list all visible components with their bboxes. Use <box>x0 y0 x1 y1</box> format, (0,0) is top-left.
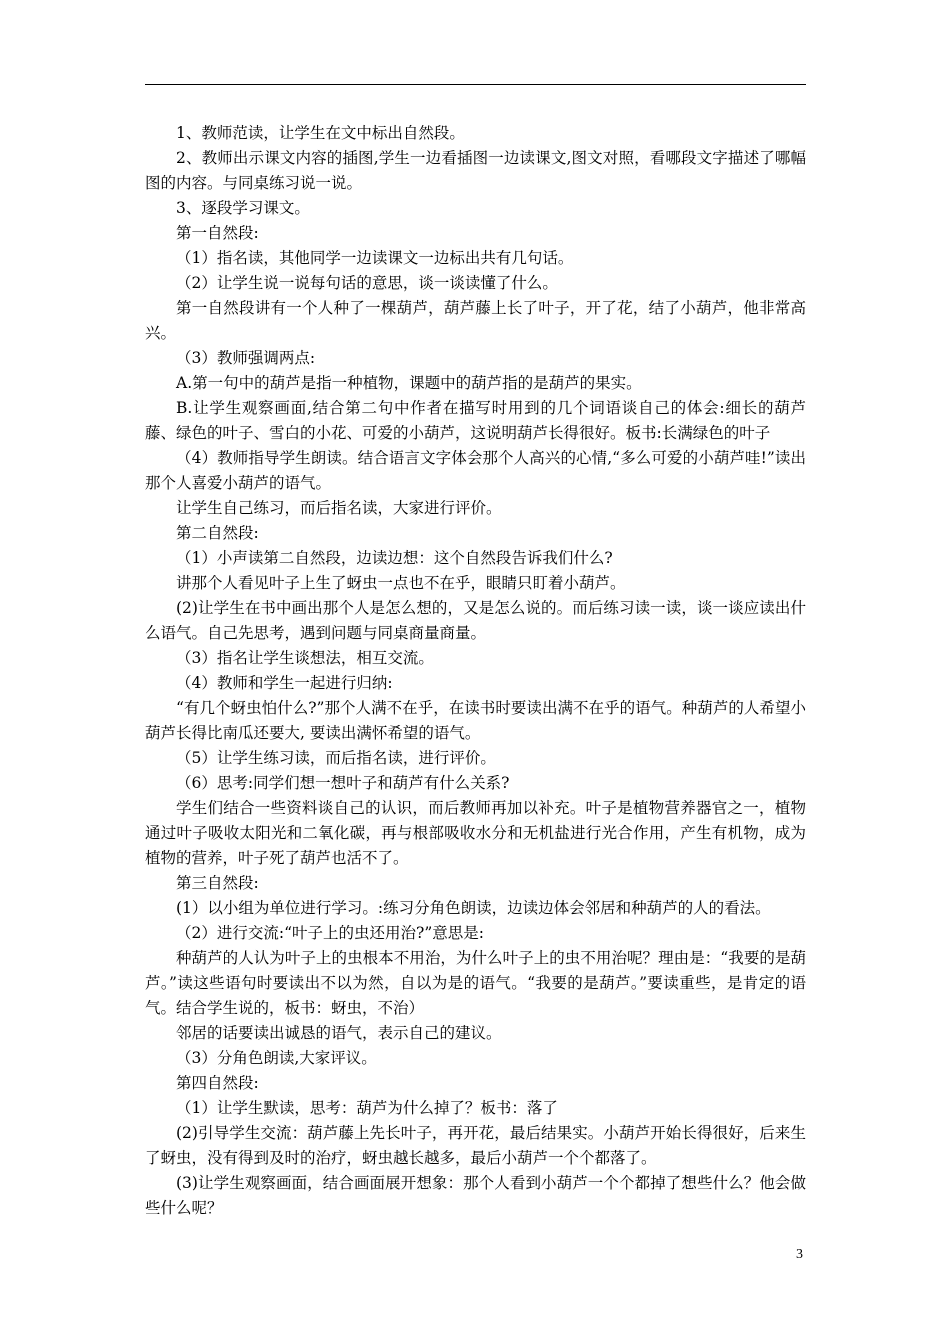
paragraph: 学生们结合一些资料谈自己的认识，而后教师再加以补充。叶子是植物营养器官之一，植物通过叶子吸收太阳光和二氧化碳，再与根部吸收水分和无机盐进行光合作用，产生有机物，成为植物的营养，叶子死了葫芦也活不了。 <box>145 799 806 867</box>
paragraph: （2）进行交流:“叶子上的虫还用治?”意思是: <box>176 924 484 942</box>
paragraph: (2)让学生在书中画出那个人是怎么想的，又是怎么说的。而后练习读一读，谈一谈应读出什么语气。自己先思考，遇到问题与同桌商量商量。 <box>145 599 806 642</box>
page-number: 3 <box>796 1247 803 1262</box>
paragraph: （4）教师和学生一起进行归纳: <box>176 674 393 692</box>
paragraph: （6）思考:同学们想一想叶子和葫芦有什么关系? <box>176 774 510 792</box>
paragraph: （1）让学生默读，思考：葫芦为什么掉了？板书：落了 <box>176 1099 558 1117</box>
paragraph: 2、教师出示课文内容的插图,学生一边看插图一边读课文,图文对照，看哪段文字描述了哪幅图的内容。与同桌练习说一说。 <box>145 149 806 192</box>
paragraph: 第一自然段: <box>176 224 259 242</box>
paragraph: （1）指名读，其他同学一边读课文一边标出共有几句话。 <box>176 249 574 267</box>
paragraph: (3)让学生观察画面，结合画面展开想象：那个人看到小葫芦一个个都掉了想些什么？他会做些什么呢？ <box>145 1174 806 1217</box>
paragraph: (1）以小组为单位进行学习。:练习分角色朗读，边读边体会邻居和种葫芦的人的看法。 <box>176 899 771 917</box>
paragraph: 第二自然段: <box>176 524 259 542</box>
paragraph: B.让学生观察画面,结合第二句中作者在描写时用到的几个词语谈自己的体会:细长的葫芦藤、绿色的叶子、雪白的小花、可爱的小葫芦，这说明葫芦长得很好。板书:长满绿色的叶子 <box>145 399 806 442</box>
paragraph: （4）教师指导学生朗读。结合语言文字体会那个人高兴的心情,“多么可爱的小葫芦哇!”读出那个人喜爱小葫芦的语气。 <box>145 449 806 492</box>
paragraph: （3）教师强调两点: <box>176 349 316 367</box>
paragraph: 讲那个人看见叶子上生了蚜虫一点也不在乎，眼睛只盯着小葫芦。 <box>176 574 626 592</box>
paragraph: A.第一句中的葫芦是指一种植物，课题中的葫芦指的是葫芦的果实。 <box>176 374 642 392</box>
paragraph: “有几个蚜虫怕什么?”那个人满不在乎，在读书时要读出满不在乎的语气。种葫芦的人希望小葫芦长得比南瓜还要大, 要读出满怀希望的语气。 <box>145 699 806 742</box>
paragraph: 3、逐段学习课文。 <box>176 199 310 217</box>
paragraph: （3）分角色朗读,大家评议。 <box>176 1049 377 1067</box>
paragraph: （5）让学生练习读，而后指名读，进行评价。 <box>176 749 496 767</box>
document-body <box>145 121 806 1221</box>
paragraph: （1）小声读第二自然段，边读边想：这个自然段告诉我们什么? <box>176 549 613 567</box>
paragraph: 邻居的话要读出诚恳的语气，表示自己的建议。 <box>176 1024 502 1042</box>
paragraph: 第一自然段讲有一个人种了一棵葫芦，葫芦藤上长了叶子，开了花，结了小葫芦，他非常高兴。 <box>145 299 806 342</box>
paragraph: 第三自然段: <box>176 874 259 892</box>
paragraph: （2）让学生说一说每句话的意思，谈一谈读懂了什么。 <box>176 274 558 292</box>
header-rule <box>145 84 806 85</box>
paragraph: 让学生自己练习，而后指名读，大家进行评价。 <box>176 499 502 517</box>
paragraph: 第四自然段: <box>176 1074 259 1092</box>
paragraph: 种葫芦的人认为叶子上的虫根本不用治，为什么叶子上的虫不用治呢？理由是：“我要的是葫芦。”读这些语句时要读出不以为然，自以为是的语气。“我要的是葫芦。”要读重些，是肯定的语气。结合学生说的，板书：蚜虫，不治） <box>145 949 806 1017</box>
paragraph: （3）指名让学生谈想法，相互交流。 <box>176 649 434 667</box>
paragraph: 1、教师范读，让学生在文中标出自然段。 <box>176 124 465 142</box>
paragraph: (2)引导学生交流：葫芦藤上先长叶子，再开花，最后结果实。小葫芦开始长得很好，后来生了蚜虫，没有得到及时的治疗，蚜虫越长越多，最后小葫芦一个个都落了。 <box>145 1124 806 1167</box>
